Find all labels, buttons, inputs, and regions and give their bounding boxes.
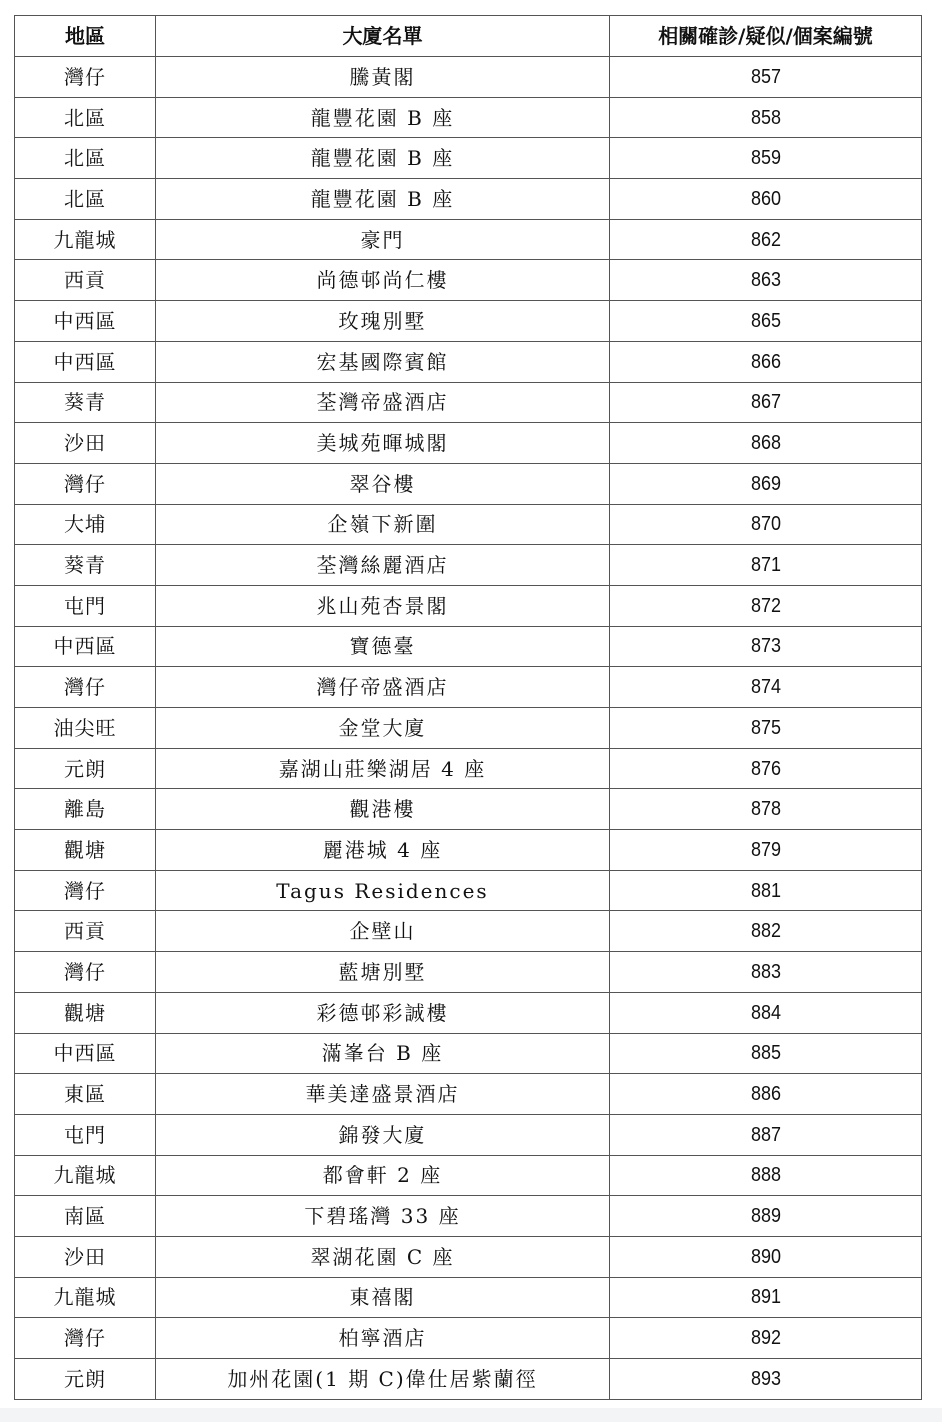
table-row — [15, 1074, 922, 1115]
building-cell: 嘉湖山莊樂湖居 4 座 — [156, 748, 610, 789]
building-cell: 下碧瑤灣 33 座 — [156, 1196, 610, 1237]
district-cell: 屯門 — [15, 585, 156, 626]
case-number-cell: 878 — [625, 789, 906, 830]
building-cell: 翠谷樓 — [156, 463, 610, 504]
district-cell: 北區 — [15, 179, 156, 220]
building-cell: 麗港城 4 座 — [156, 830, 610, 871]
case-number-cell: 881 — [625, 870, 906, 911]
table-row — [15, 789, 922, 830]
district-cell: 元朗 — [15, 1359, 156, 1400]
table-row — [15, 1359, 922, 1400]
case-number-cell: 893 — [625, 1359, 906, 1400]
building-cell: 華美達盛景酒店 — [156, 1074, 610, 1115]
case-number-cell: 862 — [625, 219, 906, 260]
table-row — [15, 301, 922, 342]
district-cell: 灣仔 — [15, 952, 156, 993]
building-cell: 荃灣帝盛酒店 — [156, 382, 610, 423]
building-cell: 宏基國際賓館 — [156, 341, 610, 382]
building-cell: 騰黃閣 — [156, 57, 610, 98]
district-cell: 北區 — [15, 138, 156, 179]
building-cell: 龍豐花園 B 座 — [156, 179, 610, 220]
table-row — [15, 830, 922, 871]
table-row — [15, 341, 922, 382]
table-row — [15, 545, 922, 586]
building-cell: 尚德邨尚仁樓 — [156, 260, 610, 301]
case-number-cell: 888 — [625, 1155, 906, 1196]
case-number-cell: 889 — [625, 1196, 906, 1237]
building-cell: 寶德臺 — [156, 626, 610, 667]
header-district: 地區 — [15, 16, 156, 57]
table-row — [15, 1196, 922, 1237]
table-row — [15, 463, 922, 504]
district-cell: 灣仔 — [15, 870, 156, 911]
building-cell: 加州花園(1 期 C)偉仕居紫蘭徑 — [156, 1359, 610, 1400]
table-body — [15, 57, 922, 1400]
building-cell: Tagus Residences — [156, 870, 610, 911]
building-cell: 企壁山 — [156, 911, 610, 952]
district-cell: 沙田 — [15, 1236, 156, 1277]
table-row — [15, 1318, 922, 1359]
district-cell: 灣仔 — [15, 57, 156, 98]
district-cell: 沙田 — [15, 423, 156, 464]
case-number-cell: 868 — [625, 423, 906, 464]
header-row — [15, 16, 922, 57]
case-number-cell: 875 — [625, 708, 906, 749]
district-cell: 中西區 — [15, 301, 156, 342]
table-row — [15, 1114, 922, 1155]
table-row — [15, 708, 922, 749]
building-cell: 兆山苑杏景閣 — [156, 585, 610, 626]
case-number-cell: 873 — [625, 626, 906, 667]
case-number-cell: 871 — [625, 545, 906, 586]
case-number-cell: 883 — [625, 952, 906, 993]
table-row — [15, 97, 922, 138]
table-row — [15, 626, 922, 667]
district-cell: 離島 — [15, 789, 156, 830]
case-number-cell: 886 — [625, 1074, 906, 1115]
building-cell: 龍豐花園 B 座 — [156, 138, 610, 179]
table-row — [15, 504, 922, 545]
case-number-cell: 860 — [625, 179, 906, 220]
building-cell: 都會軒 2 座 — [156, 1155, 610, 1196]
page-bottom-band — [0, 1408, 942, 1422]
district-cell: 中西區 — [15, 626, 156, 667]
building-cell: 企嶺下新圍 — [156, 504, 610, 545]
table-row — [15, 1277, 922, 1318]
building-cell: 觀港樓 — [156, 789, 610, 830]
case-number-cell: 859 — [625, 138, 906, 179]
building-cell: 彩德邨彩誠樓 — [156, 992, 610, 1033]
case-number-cell: 882 — [625, 911, 906, 952]
case-number-cell: 890 — [625, 1236, 906, 1277]
table-row — [15, 911, 922, 952]
table-header — [15, 16, 922, 57]
case-number-cell: 885 — [625, 1033, 906, 1074]
district-cell: 中西區 — [15, 1033, 156, 1074]
case-number-cell: 870 — [625, 504, 906, 545]
district-cell: 葵青 — [15, 545, 156, 586]
table-row — [15, 667, 922, 708]
table-row — [15, 1236, 922, 1277]
district-cell: 南區 — [15, 1196, 156, 1237]
district-cell: 灣仔 — [15, 1318, 156, 1359]
district-cell: 元朗 — [15, 748, 156, 789]
district-cell: 灣仔 — [15, 667, 156, 708]
district-cell: 灣仔 — [15, 463, 156, 504]
building-cell: 滿峯台 B 座 — [156, 1033, 610, 1074]
district-cell: 西貢 — [15, 260, 156, 301]
building-case-table — [14, 15, 922, 1400]
case-number-cell: 865 — [625, 301, 906, 342]
district-cell: 西貢 — [15, 911, 156, 952]
table-row — [15, 585, 922, 626]
building-cell: 豪門 — [156, 219, 610, 260]
case-number-cell: 874 — [625, 667, 906, 708]
building-cell: 金堂大廈 — [156, 708, 610, 749]
district-cell: 屯門 — [15, 1114, 156, 1155]
building-cell: 東禧閣 — [156, 1277, 610, 1318]
case-number-cell: 863 — [625, 260, 906, 301]
building-cell: 柏寧酒店 — [156, 1318, 610, 1359]
building-cell: 玫瑰別墅 — [156, 301, 610, 342]
case-number-cell: 857 — [625, 57, 906, 98]
district-cell: 北區 — [15, 97, 156, 138]
table-row — [15, 1033, 922, 1074]
district-cell: 觀塘 — [15, 992, 156, 1033]
table-row — [15, 748, 922, 789]
district-cell: 中西區 — [15, 341, 156, 382]
table-row — [15, 1155, 922, 1196]
district-cell: 油尖旺 — [15, 708, 156, 749]
table-row — [15, 138, 922, 179]
table-row — [15, 382, 922, 423]
table-row — [15, 179, 922, 220]
building-cell: 翠湖花園 C 座 — [156, 1236, 610, 1277]
case-number-cell: 867 — [625, 382, 906, 423]
building-cell: 龍豐花園 B 座 — [156, 97, 610, 138]
table-row — [15, 992, 922, 1033]
case-number-cell: 869 — [625, 463, 906, 504]
district-cell: 九龍城 — [15, 1155, 156, 1196]
district-cell: 大埔 — [15, 504, 156, 545]
district-cell: 九龍城 — [15, 219, 156, 260]
building-cell: 荃灣絲麗酒店 — [156, 545, 610, 586]
district-cell: 葵青 — [15, 382, 156, 423]
building-cell: 灣仔帝盛酒店 — [156, 667, 610, 708]
table-row — [15, 57, 922, 98]
table-row — [15, 423, 922, 464]
case-number-cell: 866 — [625, 341, 906, 382]
building-cell: 錦發大廈 — [156, 1114, 610, 1155]
table-row — [15, 870, 922, 911]
header-case-number: 相關確診/疑似/個案編號 — [610, 16, 922, 57]
table-row — [15, 952, 922, 993]
table-row — [15, 260, 922, 301]
header-building: 大廈名單 — [156, 16, 610, 57]
case-number-cell: 887 — [625, 1114, 906, 1155]
table-row — [15, 219, 922, 260]
building-cell: 藍塘別墅 — [156, 952, 610, 993]
case-number-cell: 891 — [625, 1277, 906, 1318]
case-number-cell: 884 — [625, 992, 906, 1033]
case-number-cell: 858 — [625, 97, 906, 138]
case-number-cell: 872 — [625, 585, 906, 626]
building-cell: 美城苑暉城閣 — [156, 423, 610, 464]
case-number-cell: 892 — [625, 1318, 906, 1359]
case-number-cell: 876 — [625, 748, 906, 789]
district-cell: 東區 — [15, 1074, 156, 1115]
district-cell: 觀塘 — [15, 830, 156, 871]
district-cell: 九龍城 — [15, 1277, 156, 1318]
case-number-cell: 879 — [625, 830, 906, 871]
